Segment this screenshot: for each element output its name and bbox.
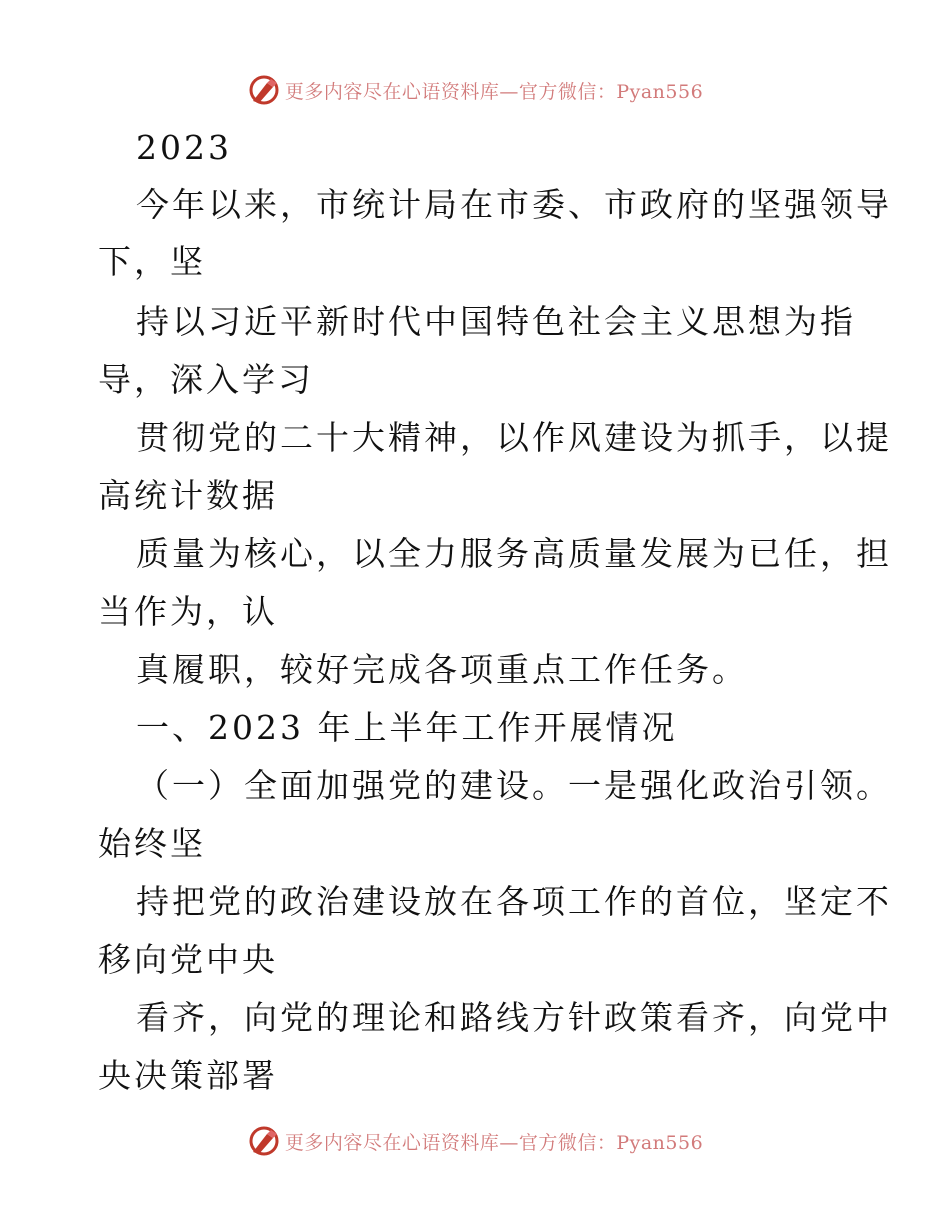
- body-line: 始终坚: [98, 824, 206, 863]
- body-line: 持把党的政治建设放在各项工作的首位，坚定不: [136, 882, 892, 921]
- body-line: 贯彻党的二十大精神，以作风建设为抓手，以提: [136, 418, 892, 457]
- header-banner[interactable]: [0, 70, 950, 110]
- footer-banner-text: 更多内容尽在心语资料库—官方微信：Pyan556: [284, 1131, 704, 1154]
- body-line: 质量为核心，以全力服务高质量发展为已任，担: [136, 534, 892, 573]
- body-line: 移向党中央: [98, 940, 278, 979]
- body-line: 看齐，向党的理论和路线方针政策看齐，向党中: [136, 998, 892, 1037]
- body-line: 2023: [136, 128, 232, 167]
- body-line: 真履职，较好完成各项重点工作任务。: [136, 650, 748, 689]
- body-line: 高统计数据: [98, 476, 278, 515]
- body-line: 央决策部署: [98, 1056, 278, 1095]
- body-line: 导，深入学习: [98, 360, 314, 399]
- body-line: 持以习近平新时代中国特色社会主义思想为指: [136, 302, 856, 341]
- pen-nib-logo-icon: [247, 73, 281, 107]
- body-line: （一）全面加强党的建设。一是强化政治引领。: [136, 766, 892, 805]
- header-banner-text: 更多内容尽在心语资料库—官方微信：Pyan556: [284, 80, 704, 103]
- footer-banner[interactable]: [0, 1121, 950, 1161]
- body-line: 下，坚: [98, 242, 206, 281]
- body-line: 一、2023 年上半年工作开展情况: [136, 708, 678, 747]
- body-line: 当作为，认: [98, 592, 278, 631]
- body-line: 今年以来，市统计局在市委、市政府的坚强领导: [136, 185, 892, 224]
- pen-nib-logo-icon: [247, 1124, 281, 1158]
